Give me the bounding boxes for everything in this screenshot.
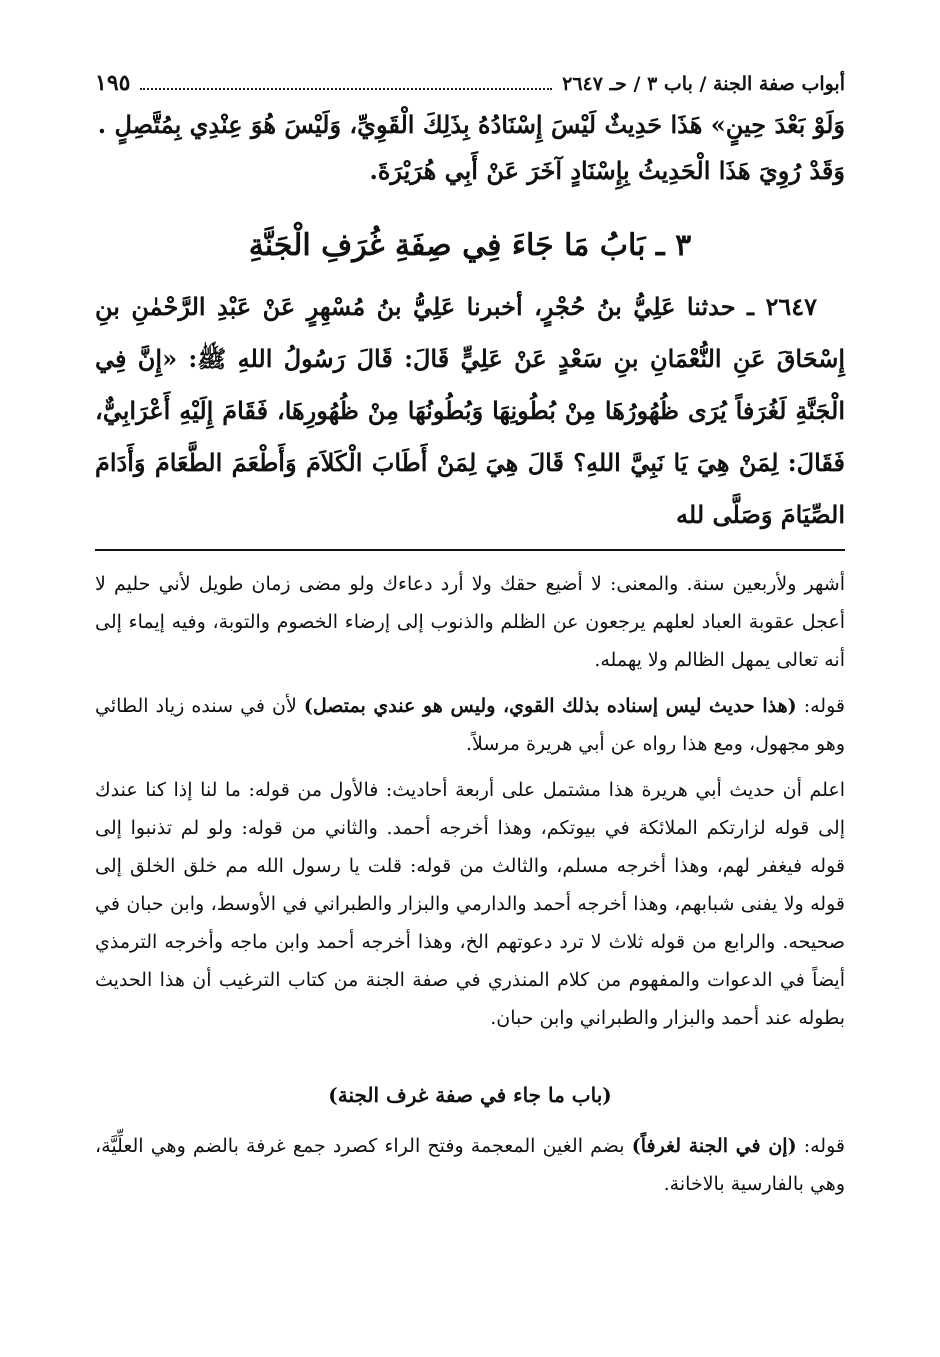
commentary-paragraph (95, 1127, 845, 1203)
leader-dots (140, 88, 552, 90)
hadith-text: ـ حدثنا عَلِيُّ بنُ حُجْرٍ، أخبرنا عَلِيُّ بنُ مُسْهِرٍ عَنْ عَبْدِ الرَّحْمٰنِ بنِ إِسْحَاقَ عَنِ النُّعْمَانِ بنِ سَعْدٍ عَنْ عَلِيٍّ قَالَ: قَالَ رَسُولُ اللهِ ﷺ: «إِنَّ فِي الْجَنَّةِ لَغُرَفاً يُرَى ظُهُورُهَا مِنْ بُطُونِهَا وَبُطُونُهَا مِنْ ظُهُورِهَا، فَقَامَ إِلَيْهِ أَعْرَابِيٌّ، فَقَالَ: لِمَنْ هِيَ يَا نَبِيَّ اللهِ؟ قَالَ هِيَ لِمَنْ أَطَابَ الْكَلاَمَ وَأَطْعَمَ الطَّعَامَ وَأَدَامَ الصِّيَامَ وَصَلَّى لله (95, 292, 846, 529)
commentary-intro: قوله: (796, 1135, 845, 1157)
main-text (95, 102, 845, 194)
commentary-quote: (إن في الجنة لغرفاً) (631, 1135, 797, 1157)
main-text-line: وَلَوْ بَعْدَ حِينٍ» هَذَا حَدِيثٌ لَيْسَ إِسْنَادُهُ بِذَلِكَ الْقَوِيِّ، وَلَيْسَ هُوَ عِنْدِي بِمُتَّصِلٍ . (97, 110, 845, 139)
page-number: ١٩٥ (95, 70, 131, 96)
running-title: أبواب صفة الجنة / باب ٣ / حـ ٢٦٤٧ (562, 73, 845, 95)
chapter-title: ٣ ـ بَابُ مَا جَاءَ فِي صِفَةِ غُرَفِ الْجَنَّةِ (248, 228, 692, 263)
commentary-section-title: (باب ما جاء في صفة غرف الجنة) (328, 1083, 612, 1107)
commentary-quote: (هذا حديث ليس إسناده بذلك القوي، وليس هو عندي بمتصل) (303, 695, 797, 717)
running-header (95, 70, 845, 102)
commentary-paragraph (95, 687, 845, 763)
commentary-paragraph: اعلم أن حديث أبي هريرة هذا مشتمل على أربعة أحاديث: فالأول من قوله: ما لنا إذا كنا عندك إلى قوله لزارتكم الملائكة في بيوتكم، وهذا أخرجه أحمد. والثاني من قوله: ولو لم تذنبوا إلى قوله فيغفر لهم، وهذا أخرجه مسلم، والثالث من قوله: قلت يا رسول الله مم خلق الخلق إلى قوله ولا يفنى شبابهم، وهذا أخرجه أحمد والدارمي والبزار والطبراني في الأوسط، وابن حبان في صحيحه. والرابع من قوله ثلاث لا ترد دعوتهم الخ، وهذا أخرجه أحمد وابن ماجه وأخرجه الترمذي أيضاً في الدعوات والمفهوم من كلام المنذري في صفة الجنة من كتاب الترغيب أن هذا الحديث بطوله عند أحمد والبزار والطبراني وابن حبان. (95, 779, 845, 1029)
commentary-intro: قوله: (796, 695, 845, 717)
commentary-text: بضم الغين المعجمة وفتح الراء كصرد جمع غرفة بالضم وهي العلِّيَّة، وهي بالفارسية بالاخانة. (95, 1135, 845, 1195)
commentary-paragraph: أشهر ولأربعين سنة. والمعنى: لا أضيع حقك ولا أرد دعاءك ولو مضى زمان طويل لأني حليم لا أعجل عقوبة العباد لعلهم يرجعون عن الظلم والذنوب إلى إرضاء الخصوم والتوبة، وفيه إيماء إلى أنه تعالى يمهل الظالم ولا يهمله. (95, 573, 845, 671)
footnote-divider (95, 549, 845, 551)
hadith-paragraph (95, 281, 845, 541)
commentary-text: لأن في سنده زياد الطائي وهو مجهول، ومع هذا رواه عن أبي هريرة مرسلاً. (95, 695, 845, 755)
book-page (95, 70, 845, 1327)
hadith-number: ٢٦٤٧ (765, 292, 818, 321)
main-text-line: وَقَدْ رُوِيَ هَذَا الْحَدِيثُ بِإِسْنَادٍ آخَرَ عَنْ أَبِي هُرَيْرَةَ. (369, 156, 845, 185)
